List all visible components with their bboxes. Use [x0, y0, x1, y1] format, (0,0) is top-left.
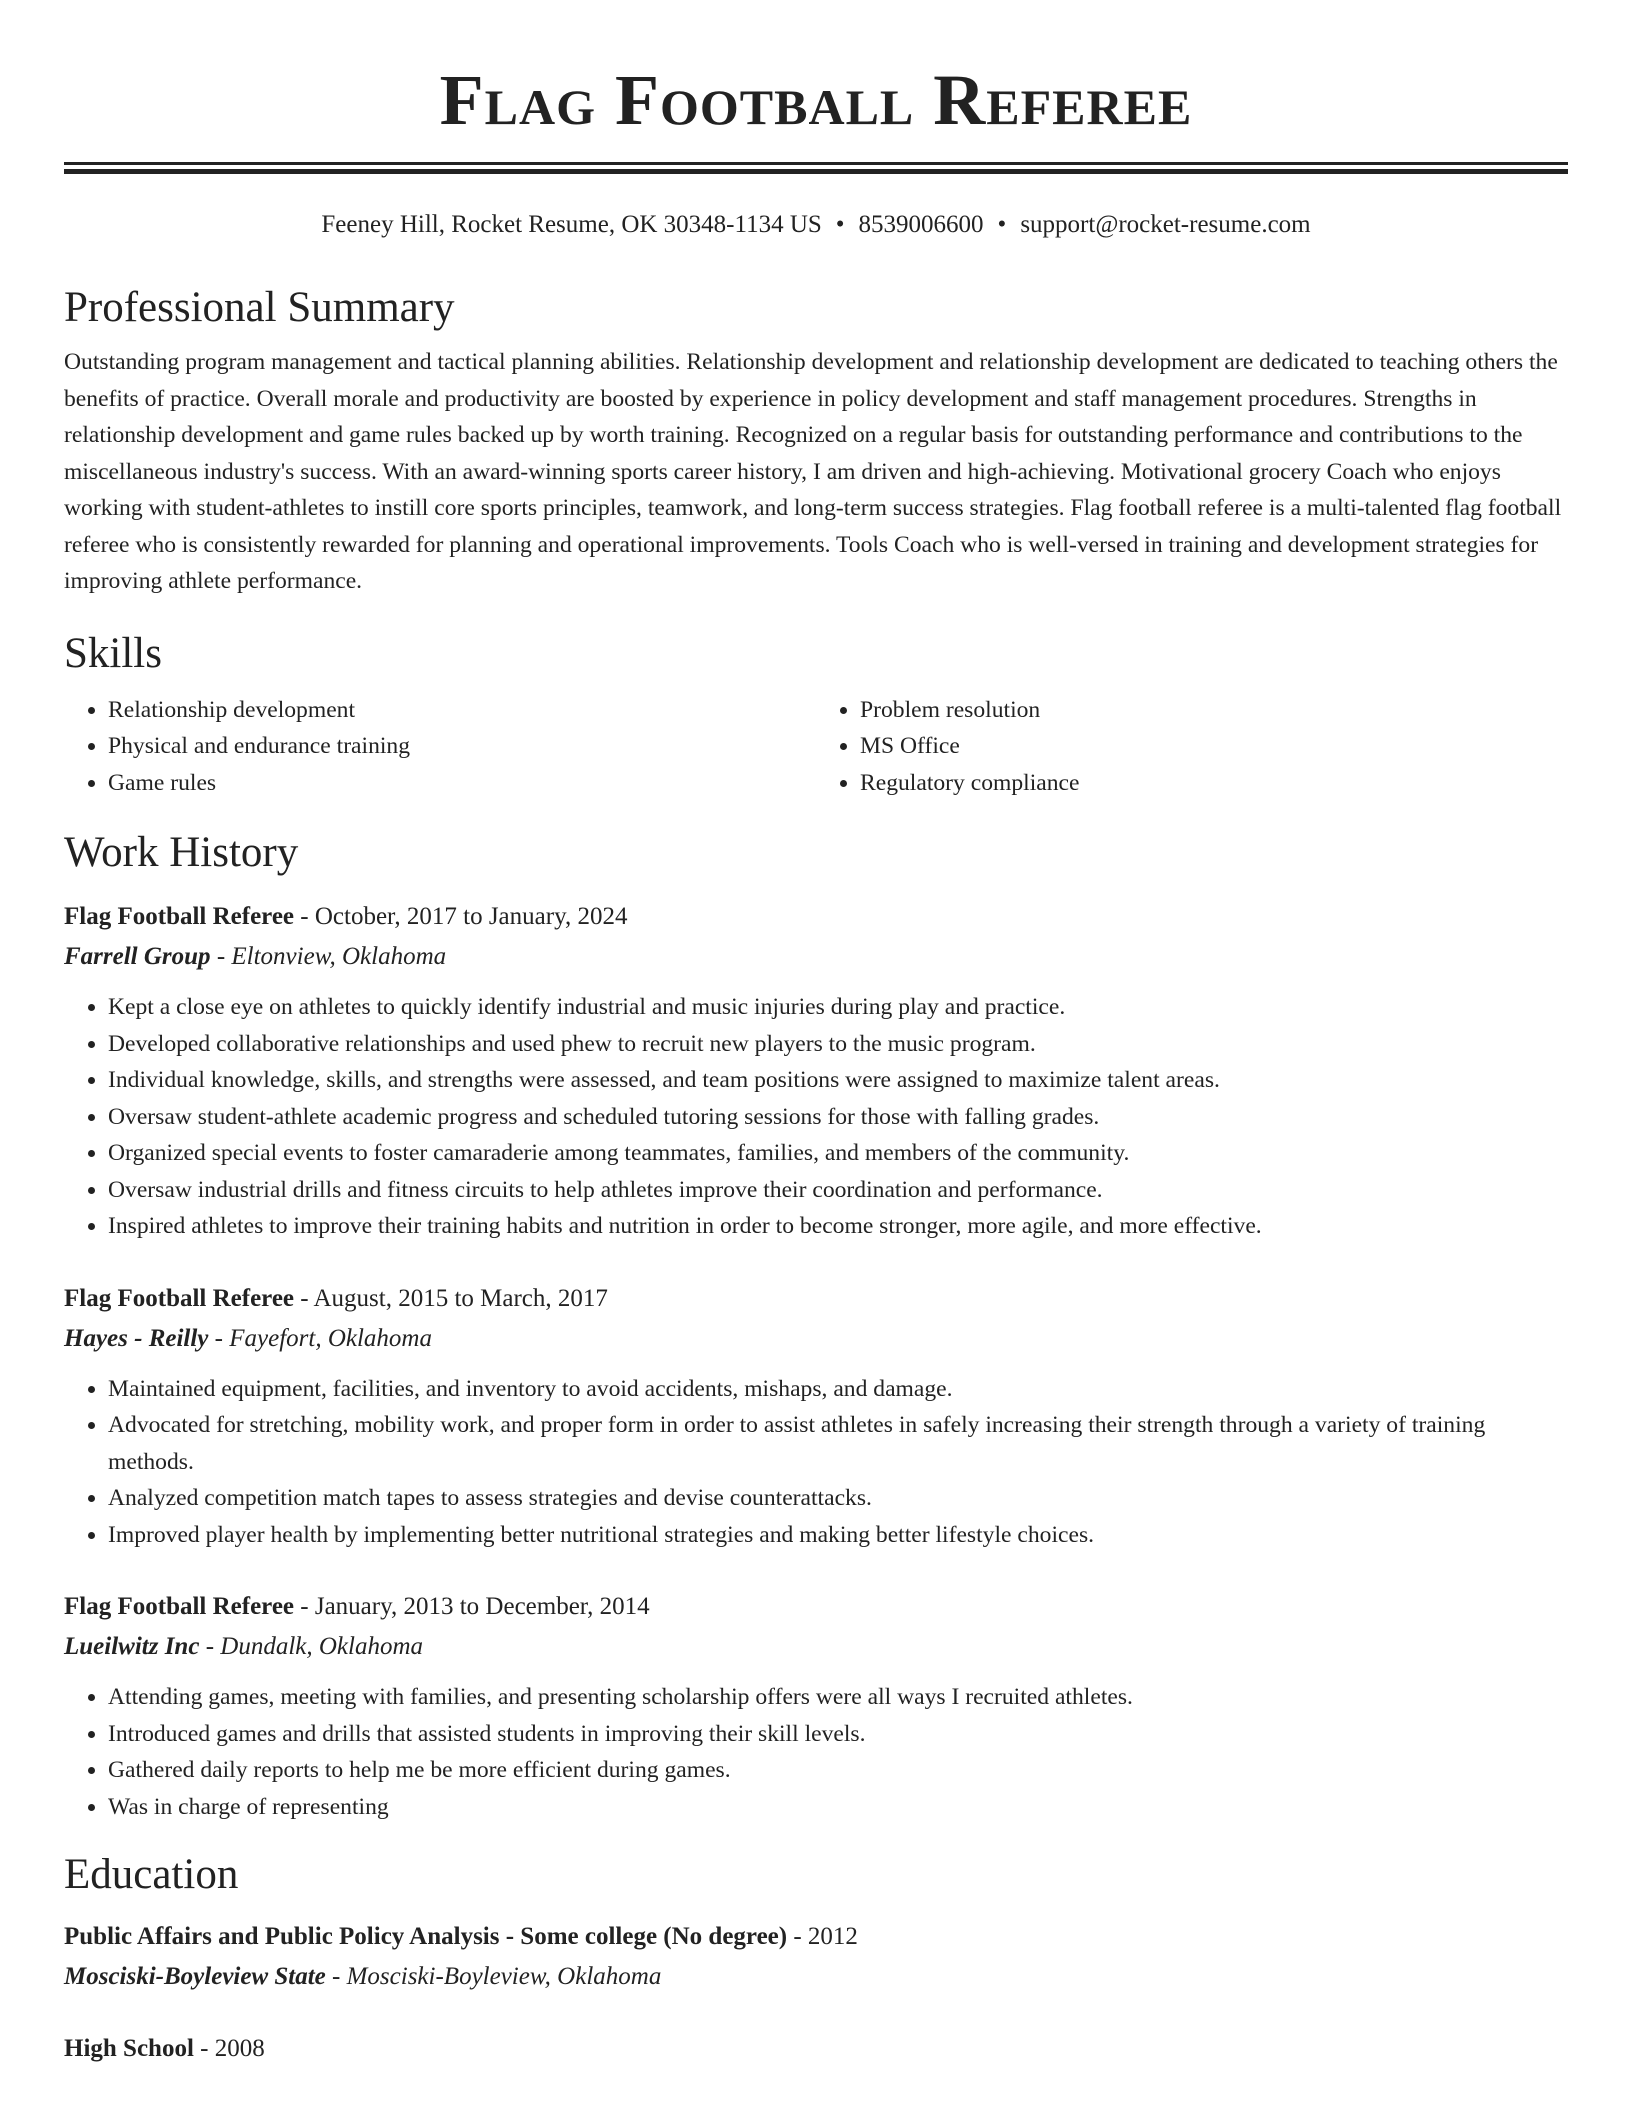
job-bullet: • Oversaw student-athlete academic progress and scheduled tutoring sessions for those with falling grades.	[108, 1099, 1568, 1136]
job-bullet: • Introduced games and drills that assisted students in improving their skill levels.	[108, 1716, 1568, 1753]
job-bullet: • Advocated for stretching, mobility work, and proper form in order to assist athletes in safely increasing their strength through a variety of training methods.	[108, 1407, 1568, 1480]
contact-email: support@rocket-resume.com	[1020, 211, 1311, 238]
job-title-line	[64, 897, 1568, 937]
education-year: - 2012	[787, 1923, 858, 1950]
contact-phone: 8539006600	[858, 211, 984, 238]
job-company-line	[64, 1627, 1568, 1667]
job-position: Flag Football Referee	[64, 903, 295, 930]
summary-heading: Professional Summary	[64, 284, 455, 331]
job-dates: - January, 2013 to December, 2014	[294, 1593, 650, 1620]
job-bullet: • Individual knowledge, skills, and strengths were assessed, and team positions were assigned to maximize talent areas.	[108, 1062, 1568, 1099]
education-degree-line	[64, 1917, 1568, 1957]
skills-column-right	[816, 692, 1568, 802]
job-position: Flag Football Referee	[64, 1593, 295, 1620]
skill-item: • Physical and endurance training	[108, 728, 816, 765]
skill-item: • Game rules	[108, 765, 816, 802]
job-company-line	[64, 1319, 1568, 1359]
education-degree-line	[64, 2029, 1568, 2069]
resume-name: Flag Football Referee	[439, 60, 1193, 140]
job-bullet: • Organized special events to foster camaraderie among teammates, families, and members of the community.	[108, 1135, 1568, 1172]
job-position: Flag Football Referee	[64, 1284, 295, 1312]
job-company-line	[64, 937, 1568, 977]
education-year: - 2008	[193, 2035, 265, 2062]
job-entry	[64, 897, 1568, 1245]
job-company: Hayes - Reilly	[64, 1324, 209, 1352]
job-bullet: • Oversaw industrial drills and fitness circuits to help athletes improve their coordination and performance.	[108, 1172, 1568, 1209]
contact-address: Feeney Hill, Rocket Resume, OK 30348-1134 US	[321, 211, 822, 238]
education-entry	[64, 2029, 1568, 2069]
skill-item: • Problem resolution	[860, 692, 1568, 729]
job-bullet: • Gathered daily reports to help me be more efficient during games.	[108, 1752, 1568, 1789]
skill-item: • Regulatory compliance	[860, 765, 1568, 802]
education-degree: High School	[64, 2035, 194, 2062]
education-heading: Education	[64, 1851, 239, 1898]
skills-list	[64, 692, 1568, 802]
skill-item: • MS Office	[860, 728, 1568, 765]
job-location: - Fayefort, Oklahoma	[208, 1324, 432, 1352]
skills-heading: Skills	[64, 629, 162, 677]
education-school: Mosciski-Boyleview State	[64, 1963, 326, 1990]
contact-separator: •	[835, 211, 845, 238]
education-degree: Public Affairs and Public Policy Analysis - Some college (No degree)	[64, 1923, 788, 1950]
skills-column-left	[64, 692, 816, 802]
job-entry	[64, 1279, 1568, 1554]
job-bullet: • Inspired athletes to improve their training habits and nutrition in order to become stronger, more agile, and more effective.	[108, 1208, 1568, 1245]
job-bullet: • Analyzed competition match tapes to assess strategies and devise counterattacks.	[108, 1480, 1568, 1517]
job-bullet: • Developed collaborative relationships and used phew to recruit new players to the music program.	[108, 1026, 1568, 1063]
job-bullet: • Was in charge of representing	[108, 1789, 1568, 1826]
work-history-heading: Work History	[64, 829, 299, 876]
job-company: Farrell Group	[64, 943, 211, 970]
job-bullet: • Improved player health by implementing better nutritional strategies and making better lifestyle choices.	[108, 1517, 1568, 1554]
education-school-line	[64, 1957, 1568, 1997]
job-bullet: • Kept a close eye on athletes to quickly identify industrial and music injuries during play and practice.	[108, 989, 1568, 1026]
job-location: - Eltonview, Oklahoma	[210, 943, 447, 970]
education-entry	[64, 1917, 1568, 1997]
job-bullet: • Maintained equipment, facilities, and inventory to avoid accidents, mishaps, and damage.	[108, 1371, 1568, 1408]
contact-separator: •	[997, 211, 1007, 238]
job-bullets	[64, 989, 1568, 1245]
education-location: - Mosciski-Boyleview, Oklahoma	[325, 1963, 662, 1990]
job-bullets	[64, 1371, 1568, 1554]
job-company: Lueilwitz Inc	[64, 1633, 200, 1660]
job-bullet: • Attending games, meeting with families, and presenting scholarship offers were all ways I recruited athletes.	[108, 1679, 1568, 1716]
job-entry	[64, 1587, 1568, 1825]
skill-item: • Relationship development	[108, 692, 816, 729]
job-dates: - August, 2015 to March, 2017	[294, 1284, 608, 1312]
contact-line	[64, 208, 1568, 242]
job-location: - Dundalk, Oklahoma	[199, 1633, 424, 1660]
job-bullets	[64, 1679, 1568, 1825]
header-divider	[64, 162, 1568, 174]
job-dates: - October, 2017 to January, 2024	[294, 903, 628, 930]
summary-text: Outstanding program management and tactical planning abilities. Relationship development and relationship development are dedicated to teaching others the benefits of practice. Overall morale and productivity are boosted by experience in policy development and staff management procedures. Strengths in relationship development and game rules backed up by worth training. Recognized on a regular basis for outstanding performance and contributions to the miscellaneous industry's success. With an award-winning sports career history, I am driven and high-achieving. Motivational grocery Coach who enjoys working with student-athletes to instill core sports principles, teamwork, and long-term success strategies. Flag football referee is a multi-talented flag football referee who is consistently rewarded for planning and operational improvements. Tools Coach who is well-versed in training and development strategies for improving athlete performance.	[64, 349, 1562, 594]
job-title-line	[64, 1587, 1568, 1627]
job-title-line	[64, 1279, 1568, 1319]
